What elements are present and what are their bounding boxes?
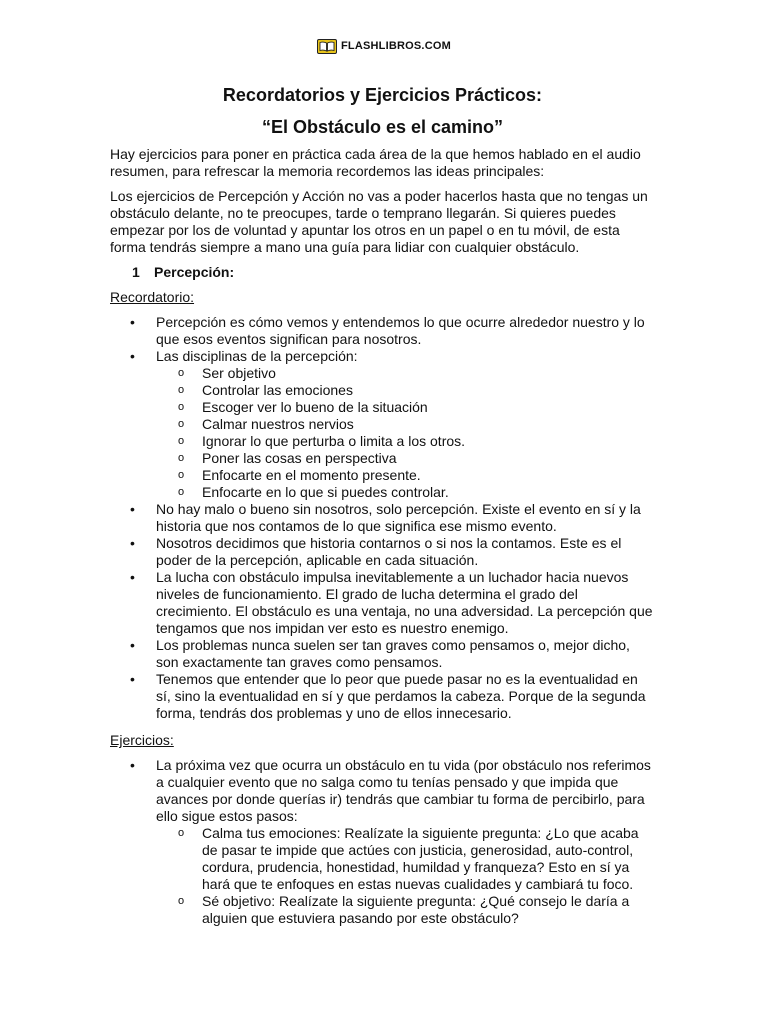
bullet-text: Las disciplinas de la percepción: xyxy=(156,348,358,364)
disciplinas-list xyxy=(156,365,655,501)
list-item xyxy=(110,348,655,501)
sub-list-item: o Ignorar lo que perturba o limita a los otros. xyxy=(156,433,655,450)
sub-list-item: o Escoger ver lo bueno de la situación xyxy=(156,399,655,416)
intro-paragraph: Hay ejercicios para poner en práctica cada área de la que hemos hablado en el audio resumen, para refrescar la memoria recordemos las ideas principales: xyxy=(110,146,641,179)
sub-list-item: o Calma tus emociones: Realízate la siguiente pregunta: ¿Lo que acaba de pasar te impide que actúes con justicia, generosidad, auto-control, cordura, prudencia, honestidad, humildad y franqueza? Esto en sí ya hará que te enfoques en estas nuevas cualidades y cambiará tu foco. xyxy=(156,825,655,893)
ejercicios-list xyxy=(110,757,655,927)
sub-list-item: o Calmar nuestros nervios xyxy=(156,416,655,433)
ejercicios-label: Ejercicios: xyxy=(110,732,174,748)
brand-name: FLASHLIBROS.COM xyxy=(341,40,451,52)
list-item: • La lucha con obstáculo impulsa inevitablemente a un luchador hacia nuevos niveles de funcionamiento. El grado de lucha determina el grado del crecimiento. El obstáculo es una ventaja, no una adversidad. La percepción que tengamos que nos impidan ver esto es nuestro enemigo. xyxy=(110,569,655,637)
list-item: • Nosotros decidimos que historia contarnos o si nos la contamos. Este es el poder de la percepción, aplicable en cada situación. xyxy=(110,535,655,569)
list-item xyxy=(110,314,655,348)
sub-list-item: o Ser objetivo xyxy=(156,365,655,382)
section-title: Percepción: xyxy=(154,264,235,280)
list-item: • Tenemos que entender que lo peor que puede pasar no es la eventualidad en sí, sino la eventualidad en sí y que perdamos la cabeza. Porque de la segunda forma, tendrás dos problemas y uno de ellos innecesario. xyxy=(110,671,655,722)
recordatorio-list xyxy=(110,314,655,722)
document-body xyxy=(110,84,655,937)
list-item: • Los problemas nunca suelen ser tan graves como pensamos o, mejor dicho, son exactamente tan graves como pensamos. xyxy=(110,637,655,671)
sub-list-item: o Poner las cosas en perspectiva xyxy=(156,450,655,467)
document-subtitle: “El Obstáculo es el camino” xyxy=(261,117,504,137)
brand-header[interactable] xyxy=(0,38,768,55)
intro-paragraph: Los ejercicios de Percepción y Acción no vas a poder hacerlos hasta que no tengas un obstáculo delante, no te preocupes, tarde o temprano llegarán. Si quieres puedes empezar por los de voluntad y apuntar los otros en un papel o en tu móvil, de esta forma tendrás siempre a mano una guía para lidiar con cualquier obstáculo. xyxy=(110,188,648,255)
sub-list-item: o Controlar las emociones xyxy=(156,382,655,399)
sub-list-item: o Enfocarte en lo que si puedes controlar. xyxy=(156,484,655,501)
bullet-text: Percepción es cómo vemos y entendemos lo que ocurre alrededor nuestro y lo que esos eventos significan para nosotros. xyxy=(156,314,645,347)
section-number: 1 xyxy=(132,264,140,280)
list-item xyxy=(110,757,655,927)
sub-list-item: o Enfocarte en el momento presente. xyxy=(156,467,655,484)
pasos-list xyxy=(156,825,655,927)
recordatorio-label: Recordatorio: xyxy=(110,289,195,305)
open-book-icon xyxy=(317,39,337,54)
sub-list-item: o Sé objetivo: Realízate la siguiente pregunta: ¿Qué consejo le daría a alguien que estuviera pasando por este obstáculo? xyxy=(156,893,655,927)
bullet-text: La próxima vez que ocurra un obstáculo en tu vida (por obstáculo nos referimos a cualquier evento que no salga como tu tenías pensado y que impida que avances por donde querías ir) tendrás que cambiar tu forma de percibirlo, para ello sigue estos pasos: xyxy=(156,757,651,824)
document-title: Recordatorios y Ejercicios Prácticos: xyxy=(222,85,543,105)
list-item: • No hay malo o bueno sin nosotros, solo percepción. Existe el evento en sí y la historia que nos contamos de lo que significa ese mismo evento. xyxy=(110,501,655,535)
section-heading xyxy=(110,264,655,281)
